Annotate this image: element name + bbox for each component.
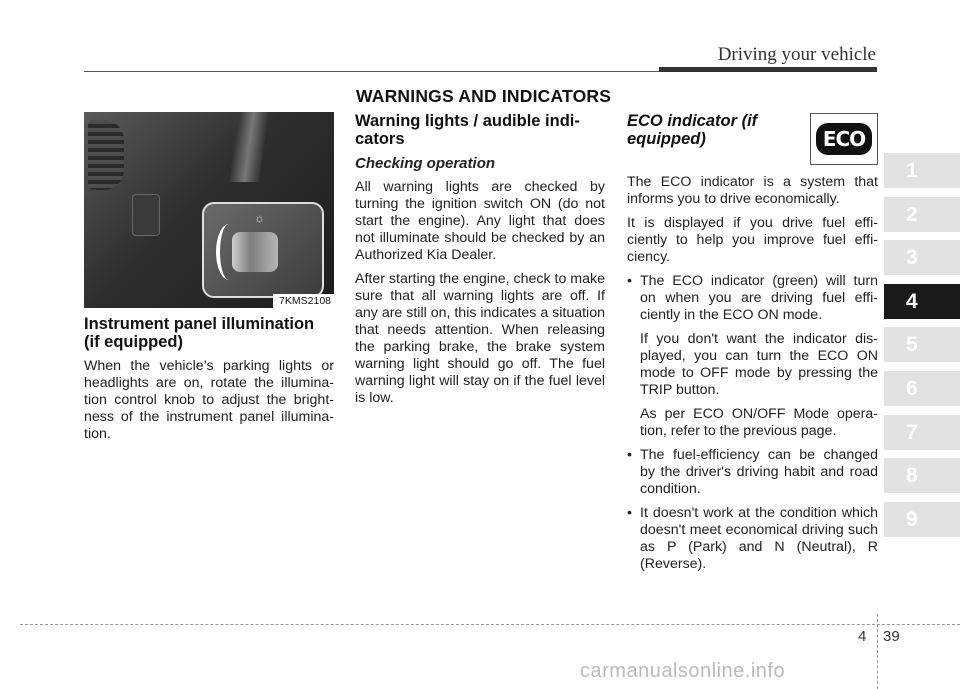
chapter-tab-8[interactable]: 8 [884, 458, 960, 493]
illumination-body: When the vehicle’s parking lights or headlights are on, rotate the illumina-tion control knob to adjust the bright-ness of the instrument panel illumina-tion. [84, 358, 334, 442]
eco-para-2: It is displayed if you drive fuel effi-ciently to help you improve fuel effi-ciency. [627, 215, 878, 265]
dashboard-photo [84, 112, 334, 308]
header-rule [84, 71, 659, 72]
chapter-tab-3[interactable]: 3 [884, 240, 960, 275]
chapter-tab-4[interactable]: 4 [884, 284, 960, 319]
column-illumination [84, 112, 334, 450]
steering-stalk-graphic [229, 112, 269, 182]
header-rule-thick [659, 67, 877, 72]
list-item: • It doesn't work at the condition which doesn't meet economical driving such as P (Park) and N (Neutral), R (Reverse). [627, 505, 878, 572]
column-warning-lights [355, 112, 605, 414]
bullet-text: The fuel-efficiency can be changed by the driver's driving habit and road condition. [640, 447, 878, 497]
warning-para-2: After starting the engine, check to make sure that all warning lights are off. If any are still on, this indicates a situation that needs attention. When releasing the parking brake, the brake system warning light should go off. The fuel warning light will stay on if the fuel level is low. [355, 271, 605, 406]
eco-para-1: The ECO indicator is a system that informs you to drive economically. [627, 174, 878, 207]
chapter-tab-5[interactable]: 5 [884, 327, 960, 362]
footer-page-number: 39 [883, 628, 900, 645]
list-item: • The ECO indicator (green) will turn on when you are driving fuel effi-ciently in the ECO ON mode. If you don't want the indicator dis-played, you can turn the ECO ON mode to OFF mode by pressing the TRIP button. As per ECO ON/OFF Mode opera-tion, refer to the previous page. [627, 273, 878, 439]
eco-heading: ECO indicator (if equipped) [627, 112, 758, 148]
chapter-tab-1[interactable]: 1 [884, 153, 960, 188]
list-item: • The fuel-efficiency can be changed by the driver's driving habit and road condition. [627, 447, 878, 497]
bullet-text: It doesn't work at the condition which doesn't meet economical driving such as P (Park) and N (Neutral), R (Reverse). [640, 505, 878, 572]
chapter-tabs [884, 153, 960, 545]
checking-operation-subheading: Checking operation [355, 155, 496, 172]
warning-para-1: All warning lights are checked by turning the ignition switch ON (do not start the engine). Any light that does not illuminate should be checked by an Authorized Kia Dealer. [355, 179, 605, 263]
eco-indicator-icon: ECO [816, 123, 872, 155]
chapter-tab-9[interactable]: 9 [884, 502, 960, 537]
illumination-knob-graphic [232, 232, 278, 272]
watermark: carmanualsonline.info [580, 660, 786, 682]
air-vent-graphic [88, 120, 124, 190]
footer-divider [877, 614, 878, 689]
illumination-icon: ☼ [254, 211, 265, 225]
image-code: 7KMS2108 [273, 294, 334, 308]
eco-bullet-list [627, 273, 878, 573]
chapter-tab-2[interactable]: 2 [884, 197, 960, 232]
knob-callout [202, 202, 324, 298]
warning-lights-heading: Warning lights / audible indi-cators [355, 112, 580, 148]
illumination-heading: Instrument panel illumination (if equipped) [84, 315, 315, 351]
header-title: Driving your vehicle [717, 44, 876, 65]
bullet-subtext: If you don't want the indicator dis-played, you can turn the ECO ON mode to OFF mode by pressing the TRIP button. [640, 331, 878, 398]
illumination-switch-graphic [132, 194, 160, 236]
bullet-subtext: As per ECO ON/OFF Mode opera-tion, refer to the previous page. [640, 406, 878, 439]
column-eco-indicator [627, 112, 878, 580]
footer-chapter-number: 4 [858, 628, 867, 645]
section-title: WARNINGS AND INDICATORS [356, 86, 612, 106]
chapter-tab-6[interactable]: 6 [884, 371, 960, 406]
bullet-text: The ECO indicator (green) will turn on when you are driving fuel effi-ciently in the ECO ON mode. [640, 273, 878, 323]
footer-rule [20, 624, 960, 625]
chapter-tab-7[interactable]: 7 [884, 415, 960, 450]
